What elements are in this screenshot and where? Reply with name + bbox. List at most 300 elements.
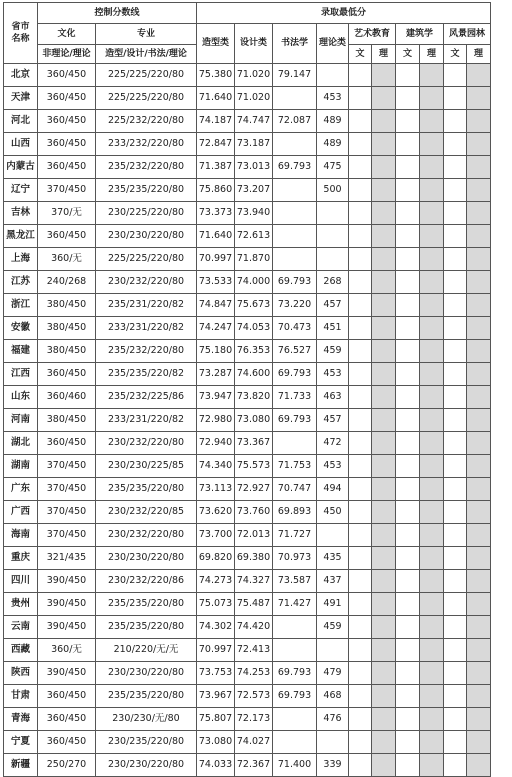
- cell-lilun: [317, 524, 349, 547]
- cell-blank: [396, 386, 420, 409]
- cell-wenhua: 390/450: [38, 616, 96, 639]
- cell-blank: [372, 64, 396, 87]
- table-row: [4, 64, 491, 87]
- table-row: [4, 363, 491, 386]
- cell-blank: [467, 409, 491, 432]
- cell-wenhua: 380/450: [38, 317, 96, 340]
- cell-lilun: 268: [317, 271, 349, 294]
- cell-blank: [372, 731, 396, 754]
- cell-blank: [444, 570, 467, 593]
- cell-blank: [420, 708, 444, 731]
- table-row: [4, 570, 491, 593]
- cell-shufa: 79.147: [273, 64, 317, 87]
- zaoxing-header: 造型类: [197, 24, 235, 64]
- cell-wenhua: 360/450: [38, 156, 96, 179]
- cell-wenhua: 390/450: [38, 593, 96, 616]
- cell-blank: [372, 754, 396, 777]
- cell-sheji: 74.600: [235, 363, 273, 386]
- cell-blank: [420, 432, 444, 455]
- cell-blank: [420, 731, 444, 754]
- table-row: [4, 547, 491, 570]
- cell-wenhua: 360/450: [38, 110, 96, 133]
- cell-province: 黑龙江: [4, 225, 38, 248]
- cell-zhuanye: 230/230/220/80: [96, 547, 197, 570]
- cell-zaoxing: 72.980: [197, 409, 235, 432]
- cell-blank: [444, 248, 467, 271]
- cell-blank: [420, 662, 444, 685]
- cell-sheji: 72.573: [235, 685, 273, 708]
- cell-blank: [396, 455, 420, 478]
- cell-wenhua: 370/450: [38, 179, 96, 202]
- cell-zaoxing: 73.080: [197, 731, 235, 754]
- cell-blank: [467, 156, 491, 179]
- cell-blank: [420, 179, 444, 202]
- cell-blank: [396, 340, 420, 363]
- cell-blank: [467, 271, 491, 294]
- cell-blank: [467, 685, 491, 708]
- cell-province: 吉林: [4, 202, 38, 225]
- cell-blank: [396, 271, 420, 294]
- cell-blank: [349, 478, 372, 501]
- fengjing-header: 风景园林: [444, 24, 491, 45]
- cell-zhuanye: 230/232/220/85: [96, 501, 197, 524]
- cell-blank: [349, 731, 372, 754]
- cell-blank: [444, 133, 467, 156]
- cell-province: 安徽: [4, 317, 38, 340]
- cell-sheji: 75.487: [235, 593, 273, 616]
- cell-blank: [420, 501, 444, 524]
- cell-zhuanye: 230/232/220/80: [96, 524, 197, 547]
- cell-shufa: 73.220: [273, 294, 317, 317]
- cell-sheji: 71.020: [235, 87, 273, 110]
- cell-blank: [467, 340, 491, 363]
- cell-sheji: 74.027: [235, 731, 273, 754]
- cell-blank: [372, 432, 396, 455]
- cell-province: 宁夏: [4, 731, 38, 754]
- cell-blank: [467, 731, 491, 754]
- yishu-li-header: 理: [372, 45, 396, 64]
- cell-lilun: 500: [317, 179, 349, 202]
- cell-blank: [444, 662, 467, 685]
- cell-shufa: 70.973: [273, 547, 317, 570]
- cell-province: 上海: [4, 248, 38, 271]
- cell-lilun: 475: [317, 156, 349, 179]
- cell-lilun: 468: [317, 685, 349, 708]
- cell-shufa: 71.733: [273, 386, 317, 409]
- wenhua-header: 文化: [38, 24, 96, 45]
- cell-blank: [444, 294, 467, 317]
- cell-wenhua: 390/450: [38, 662, 96, 685]
- cell-zhuanye: 235/232/220/80: [96, 156, 197, 179]
- cell-blank: [349, 432, 372, 455]
- cell-blank: [349, 754, 372, 777]
- cell-shufa: [273, 639, 317, 662]
- table-row: [4, 432, 491, 455]
- table-row: [4, 340, 491, 363]
- cell-blank: [349, 271, 372, 294]
- cell-blank: [372, 225, 396, 248]
- cell-sheji: 75.673: [235, 294, 273, 317]
- table-body: [4, 64, 491, 777]
- table-row: [4, 179, 491, 202]
- cell-blank: [467, 662, 491, 685]
- cell-blank: [467, 478, 491, 501]
- cell-sheji: 69.380: [235, 547, 273, 570]
- cell-shufa: [273, 87, 317, 110]
- cell-blank: [420, 248, 444, 271]
- cell-zaoxing: 74.847: [197, 294, 235, 317]
- cell-blank: [349, 501, 372, 524]
- cell-blank: [444, 386, 467, 409]
- cell-shufa: 69.893: [273, 501, 317, 524]
- cell-blank: [396, 409, 420, 432]
- cell-zhuanye: 235/232/220/80: [96, 340, 197, 363]
- cell-province: 江苏: [4, 271, 38, 294]
- cell-zhuanye: 233/231/220/82: [96, 317, 197, 340]
- cell-sheji: 72.367: [235, 754, 273, 777]
- table-row: [4, 708, 491, 731]
- admission-score-table: [3, 2, 491, 777]
- cell-blank: [444, 524, 467, 547]
- cell-blank: [444, 685, 467, 708]
- cell-blank: [349, 133, 372, 156]
- cell-lilun: 339: [317, 754, 349, 777]
- cell-blank: [396, 179, 420, 202]
- cell-shufa: [273, 708, 317, 731]
- cell-blank: [420, 133, 444, 156]
- table-row: [4, 409, 491, 432]
- cell-shufa: [273, 202, 317, 225]
- cell-shufa: [273, 248, 317, 271]
- cell-blank: [349, 455, 372, 478]
- table-row: [4, 317, 491, 340]
- cell-zhuanye: 235/235/220/80: [96, 478, 197, 501]
- cell-wenhua: 390/450: [38, 570, 96, 593]
- cell-lilun: 435: [317, 547, 349, 570]
- cell-province: 陕西: [4, 662, 38, 685]
- cell-blank: [396, 501, 420, 524]
- cell-sheji: 72.613: [235, 225, 273, 248]
- cell-blank: [396, 64, 420, 87]
- cell-zaoxing: 73.700: [197, 524, 235, 547]
- cell-blank: [372, 593, 396, 616]
- cell-blank: [372, 317, 396, 340]
- cell-blank: [420, 547, 444, 570]
- table-row: [4, 225, 491, 248]
- zhuanye-sub-header: 造型/设计/书法/理论: [96, 45, 197, 64]
- cell-blank: [467, 317, 491, 340]
- cell-blank: [420, 524, 444, 547]
- table-row: [4, 455, 491, 478]
- jianzhu-li-header: 理: [420, 45, 444, 64]
- table-row: [4, 271, 491, 294]
- cell-blank: [420, 87, 444, 110]
- cell-province: 云南: [4, 616, 38, 639]
- table-row: [4, 616, 491, 639]
- cell-lilun: [317, 202, 349, 225]
- cell-lilun: 491: [317, 593, 349, 616]
- cell-blank: [396, 731, 420, 754]
- cell-shufa: 72.087: [273, 110, 317, 133]
- cell-province: 四川: [4, 570, 38, 593]
- table-row: [4, 294, 491, 317]
- cell-shufa: 69.793: [273, 363, 317, 386]
- cell-blank: [420, 340, 444, 363]
- cell-blank: [372, 340, 396, 363]
- cell-wenhua: 380/450: [38, 294, 96, 317]
- jianzhu-header: 建筑学: [396, 24, 444, 45]
- cell-zhuanye: 230/232/220/80: [96, 271, 197, 294]
- cell-zhuanye: 230/230/220/80: [96, 225, 197, 248]
- cell-zaoxing: 73.620: [197, 501, 235, 524]
- cell-lilun: 459: [317, 616, 349, 639]
- cell-zhuanye: 233/231/220/82: [96, 409, 197, 432]
- cell-blank: [467, 547, 491, 570]
- cell-blank: [372, 478, 396, 501]
- cell-wenhua: 380/450: [38, 340, 96, 363]
- cell-blank: [467, 133, 491, 156]
- table-row: [4, 248, 491, 271]
- cell-lilun: 476: [317, 708, 349, 731]
- cell-blank: [444, 271, 467, 294]
- cell-blank: [420, 754, 444, 777]
- cell-zhuanye: 235/235/220/80: [96, 593, 197, 616]
- cell-shufa: 71.727: [273, 524, 317, 547]
- cell-sheji: 72.013: [235, 524, 273, 547]
- cell-blank: [349, 547, 372, 570]
- cell-zaoxing: 70.997: [197, 639, 235, 662]
- fengjing-wen-header: 文: [444, 45, 467, 64]
- cell-wenhua: 360/无: [38, 639, 96, 662]
- cell-zaoxing: 74.340: [197, 455, 235, 478]
- cell-province: 辽宁: [4, 179, 38, 202]
- cell-zhuanye: 230/230/220/80: [96, 754, 197, 777]
- cell-shufa: 69.793: [273, 156, 317, 179]
- cell-zhuanye: 235/235/220/80: [96, 685, 197, 708]
- cell-lilun: 453: [317, 455, 349, 478]
- cell-province: 山东: [4, 386, 38, 409]
- cell-sheji: 72.413: [235, 639, 273, 662]
- cell-blank: [420, 455, 444, 478]
- cell-zhuanye: 210/220/无/无: [96, 639, 197, 662]
- cell-lilun: 459: [317, 340, 349, 363]
- cell-zaoxing: 71.387: [197, 156, 235, 179]
- cell-lilun: 494: [317, 478, 349, 501]
- cell-blank: [420, 386, 444, 409]
- cell-blank: [349, 593, 372, 616]
- cell-zhuanye: 225/225/220/80: [96, 248, 197, 271]
- table-row: [4, 133, 491, 156]
- cell-blank: [444, 110, 467, 133]
- yishu-wen-header: 文: [349, 45, 372, 64]
- cell-blank: [396, 363, 420, 386]
- cell-blank: [420, 685, 444, 708]
- cell-blank: [349, 662, 372, 685]
- cell-blank: [420, 409, 444, 432]
- cell-blank: [372, 547, 396, 570]
- cell-shufa: [273, 225, 317, 248]
- cell-blank: [372, 248, 396, 271]
- cell-blank: [467, 179, 491, 202]
- table-row: [4, 524, 491, 547]
- cell-sheji: 73.080: [235, 409, 273, 432]
- cell-blank: [467, 432, 491, 455]
- cell-blank: [420, 202, 444, 225]
- cell-zhuanye: 235/232/225/86: [96, 386, 197, 409]
- cell-blank: [444, 64, 467, 87]
- yishu-header: 艺术教育: [349, 24, 396, 45]
- cell-zhuanye: 235/235/220/80: [96, 179, 197, 202]
- table-row: [4, 156, 491, 179]
- cell-blank: [420, 639, 444, 662]
- cell-blank: [444, 616, 467, 639]
- cell-blank: [349, 64, 372, 87]
- cell-sheji: 71.870: [235, 248, 273, 271]
- cell-shufa: 70.473: [273, 317, 317, 340]
- cell-blank: [420, 64, 444, 87]
- cell-blank: [349, 363, 372, 386]
- lilun-header: 理论类: [317, 24, 349, 64]
- cell-blank: [396, 156, 420, 179]
- cell-blank: [396, 133, 420, 156]
- cell-blank: [349, 386, 372, 409]
- cell-province: 北京: [4, 64, 38, 87]
- cell-blank: [444, 340, 467, 363]
- cell-province: 广西: [4, 501, 38, 524]
- cell-blank: [396, 754, 420, 777]
- cell-zaoxing: 75.180: [197, 340, 235, 363]
- cell-zaoxing: 74.273: [197, 570, 235, 593]
- cell-zaoxing: 73.947: [197, 386, 235, 409]
- cell-blank: [444, 432, 467, 455]
- zhuanye-header: 专业: [96, 24, 197, 45]
- cell-sheji: 74.327: [235, 570, 273, 593]
- cell-province: 河南: [4, 409, 38, 432]
- cell-zhuanye: 235/235/220/80: [96, 616, 197, 639]
- cell-wenhua: 360/无: [38, 248, 96, 271]
- cell-blank: [396, 317, 420, 340]
- cell-sheji: 74.747: [235, 110, 273, 133]
- cell-blank: [349, 685, 372, 708]
- cell-blank: [396, 662, 420, 685]
- shufa-header: 书法学: [273, 24, 317, 64]
- cell-blank: [420, 156, 444, 179]
- cell-blank: [372, 570, 396, 593]
- cell-blank: [396, 294, 420, 317]
- cell-province: 内蒙古: [4, 156, 38, 179]
- cell-zhuanye: 225/225/220/80: [96, 87, 197, 110]
- table-row: [4, 685, 491, 708]
- cell-blank: [396, 110, 420, 133]
- cell-sheji: 72.927: [235, 478, 273, 501]
- cell-zhuanye: 230/225/220/80: [96, 202, 197, 225]
- cell-blank: [396, 547, 420, 570]
- cell-blank: [372, 501, 396, 524]
- cell-zhuanye: 230/230/225/85: [96, 455, 197, 478]
- cell-zaoxing: 69.820: [197, 547, 235, 570]
- table-row: [4, 501, 491, 524]
- cell-blank: [467, 754, 491, 777]
- cell-blank: [349, 639, 372, 662]
- cell-blank: [444, 179, 467, 202]
- table-row: [4, 662, 491, 685]
- cell-blank: [372, 363, 396, 386]
- cell-wenhua: 370/450: [38, 478, 96, 501]
- cell-blank: [467, 524, 491, 547]
- cell-blank: [467, 501, 491, 524]
- table-row: [4, 754, 491, 777]
- cell-province: 山西: [4, 133, 38, 156]
- cell-blank: [396, 248, 420, 271]
- cell-blank: [372, 294, 396, 317]
- cell-blank: [349, 294, 372, 317]
- cell-shufa: 69.793: [273, 685, 317, 708]
- cell-zhuanye: 230/230/无/80: [96, 708, 197, 731]
- cell-blank: [467, 248, 491, 271]
- cell-province: 西藏: [4, 639, 38, 662]
- cell-province: 贵州: [4, 593, 38, 616]
- cell-lilun: 437: [317, 570, 349, 593]
- cell-blank: [396, 524, 420, 547]
- cell-province: 浙江: [4, 294, 38, 317]
- cell-sheji: 74.000: [235, 271, 273, 294]
- cell-province: 河北: [4, 110, 38, 133]
- cell-wenhua: 370/无: [38, 202, 96, 225]
- table-row: [4, 593, 491, 616]
- cell-wenhua: 360/450: [38, 731, 96, 754]
- cell-blank: [349, 340, 372, 363]
- cell-wenhua: 240/268: [38, 271, 96, 294]
- wenhua-sub-header: 非理论/理论: [38, 45, 96, 64]
- cell-blank: [372, 156, 396, 179]
- cell-province: 新疆: [4, 754, 38, 777]
- cell-sheji: 73.013: [235, 156, 273, 179]
- cell-blank: [467, 570, 491, 593]
- cell-blank: [349, 110, 372, 133]
- cell-blank: [420, 294, 444, 317]
- cell-blank: [349, 524, 372, 547]
- cell-wenhua: 360/450: [38, 225, 96, 248]
- cell-blank: [467, 708, 491, 731]
- cell-lilun: 457: [317, 409, 349, 432]
- cell-blank: [372, 639, 396, 662]
- cell-zaoxing: 75.807: [197, 708, 235, 731]
- cell-shufa: 73.587: [273, 570, 317, 593]
- cell-zaoxing: 73.967: [197, 685, 235, 708]
- cell-blank: [420, 225, 444, 248]
- cell-province: 湖南: [4, 455, 38, 478]
- cell-blank: [444, 202, 467, 225]
- cell-shufa: [273, 432, 317, 455]
- cell-lilun: 453: [317, 363, 349, 386]
- cell-blank: [444, 593, 467, 616]
- cell-blank: [420, 363, 444, 386]
- table-row: [4, 478, 491, 501]
- cell-province: 青海: [4, 708, 38, 731]
- cell-blank: [372, 616, 396, 639]
- cell-blank: [420, 593, 444, 616]
- cell-lilun: 472: [317, 432, 349, 455]
- fengjing-li-header: 理: [467, 45, 491, 64]
- cell-lilun: [317, 64, 349, 87]
- cell-blank: [396, 593, 420, 616]
- cell-blank: [349, 616, 372, 639]
- cell-lilun: [317, 639, 349, 662]
- cell-wenhua: 360/450: [38, 708, 96, 731]
- table-row: [4, 386, 491, 409]
- cell-blank: [444, 708, 467, 731]
- cell-blank: [467, 455, 491, 478]
